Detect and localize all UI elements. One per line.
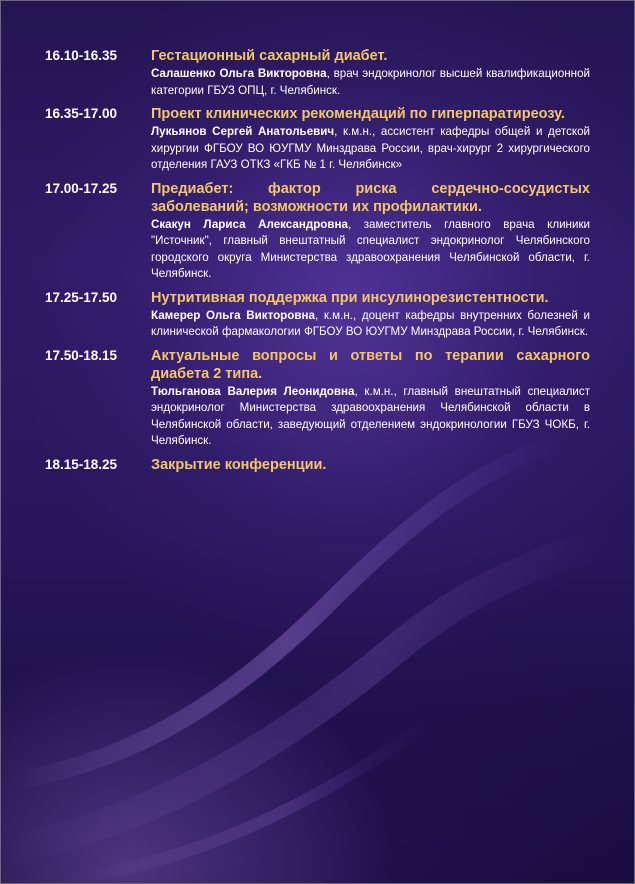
program-entry <box>45 105 590 174</box>
entry-details: , заместитель главного врача клиники "Источник", главный внештатный специалист эндокринолог Челябинского городского округа Министерства здравоохранения Челябинской области, г. Челябинск. <box>151 217 590 280</box>
entry-time: 17.25-17.50 <box>45 289 118 305</box>
program-entry <box>45 180 590 283</box>
entry-description <box>151 66 590 99</box>
entry-description <box>151 124 590 174</box>
entry-title: Закрытие конференции. <box>151 456 327 473</box>
entry-details: , к.м.н., доцент кафедры внутренних болезней и клинической фармакологии ФГБОУ ВО ЮУГМУ Минздрава России, г. Челябинск. <box>151 308 590 338</box>
entry-title: Нутритивная поддержка при инсулинорезистентности. <box>151 289 549 306</box>
entry-speaker: Салашенко Ольга Викторовна <box>151 67 327 80</box>
entry-title: Актуальные вопросы и ответы по терапии сахарного диабета 2 типа. <box>151 347 590 382</box>
entry-time: 17.50-18.15 <box>45 347 118 363</box>
entry-speaker: Тюльганова Валерия Леонидовна <box>151 384 355 398</box>
program-entry <box>45 289 590 341</box>
entry-speaker: Скакун Лариса Александровна <box>151 217 348 231</box>
entry-time: 17.00-17.25 <box>45 180 118 196</box>
entry-content <box>151 347 590 450</box>
entry-details: , к.м.н., главный внештатный специалист эндокринолог Министерства здравоохранения Челябинской области в Челябинской области, заведующий отделением эндокринологии ГБУЗ ЧОКБ, г. Челябинск. <box>151 384 591 447</box>
entry-content <box>151 180 590 283</box>
entry-title: Предиабет: фактор риска сердечно-сосудистых заболеваний; возможности их профилактики. <box>151 180 590 215</box>
program-entry <box>45 47 590 99</box>
entry-content <box>151 289 590 341</box>
entry-details: , к.м.н., ассистент кафедры общей и детской хирургии ФГБОУ ВО ЮУГМУ Минздрава России, врач-хирург 2 хирургического отделения ГАУЗ ОТКЗ «ГКБ № 1 г. Челябинск» <box>151 125 590 171</box>
entry-description <box>151 384 590 450</box>
entry-description <box>151 308 590 341</box>
entry-content <box>151 47 590 99</box>
entry-title: Гестационный сахарный диабет. <box>151 48 388 64</box>
entry-content <box>151 456 590 474</box>
entry-time: 16.10-16.35 <box>45 48 118 63</box>
entry-time: 18.15-18.25 <box>45 456 118 472</box>
entry-speaker: Лукьянов Сергей Анатольевич <box>151 125 335 138</box>
entry-description <box>151 217 590 283</box>
program-entry <box>45 456 590 474</box>
program-entry <box>45 347 590 450</box>
entry-details: , врач эндокринолог высшей квалификационной категории ГБУЗ ОПЦ, г. Челябинск. <box>151 67 590 97</box>
entry-time: 16.35-17.00 <box>45 106 118 121</box>
program-list <box>45 47 590 480</box>
entry-speaker: Камерер Ольга Викторовна <box>151 308 315 322</box>
entry-content <box>151 105 590 174</box>
entry-title: Проект клинических рекомендаций по гиперпаратиреозу. <box>151 106 565 122</box>
